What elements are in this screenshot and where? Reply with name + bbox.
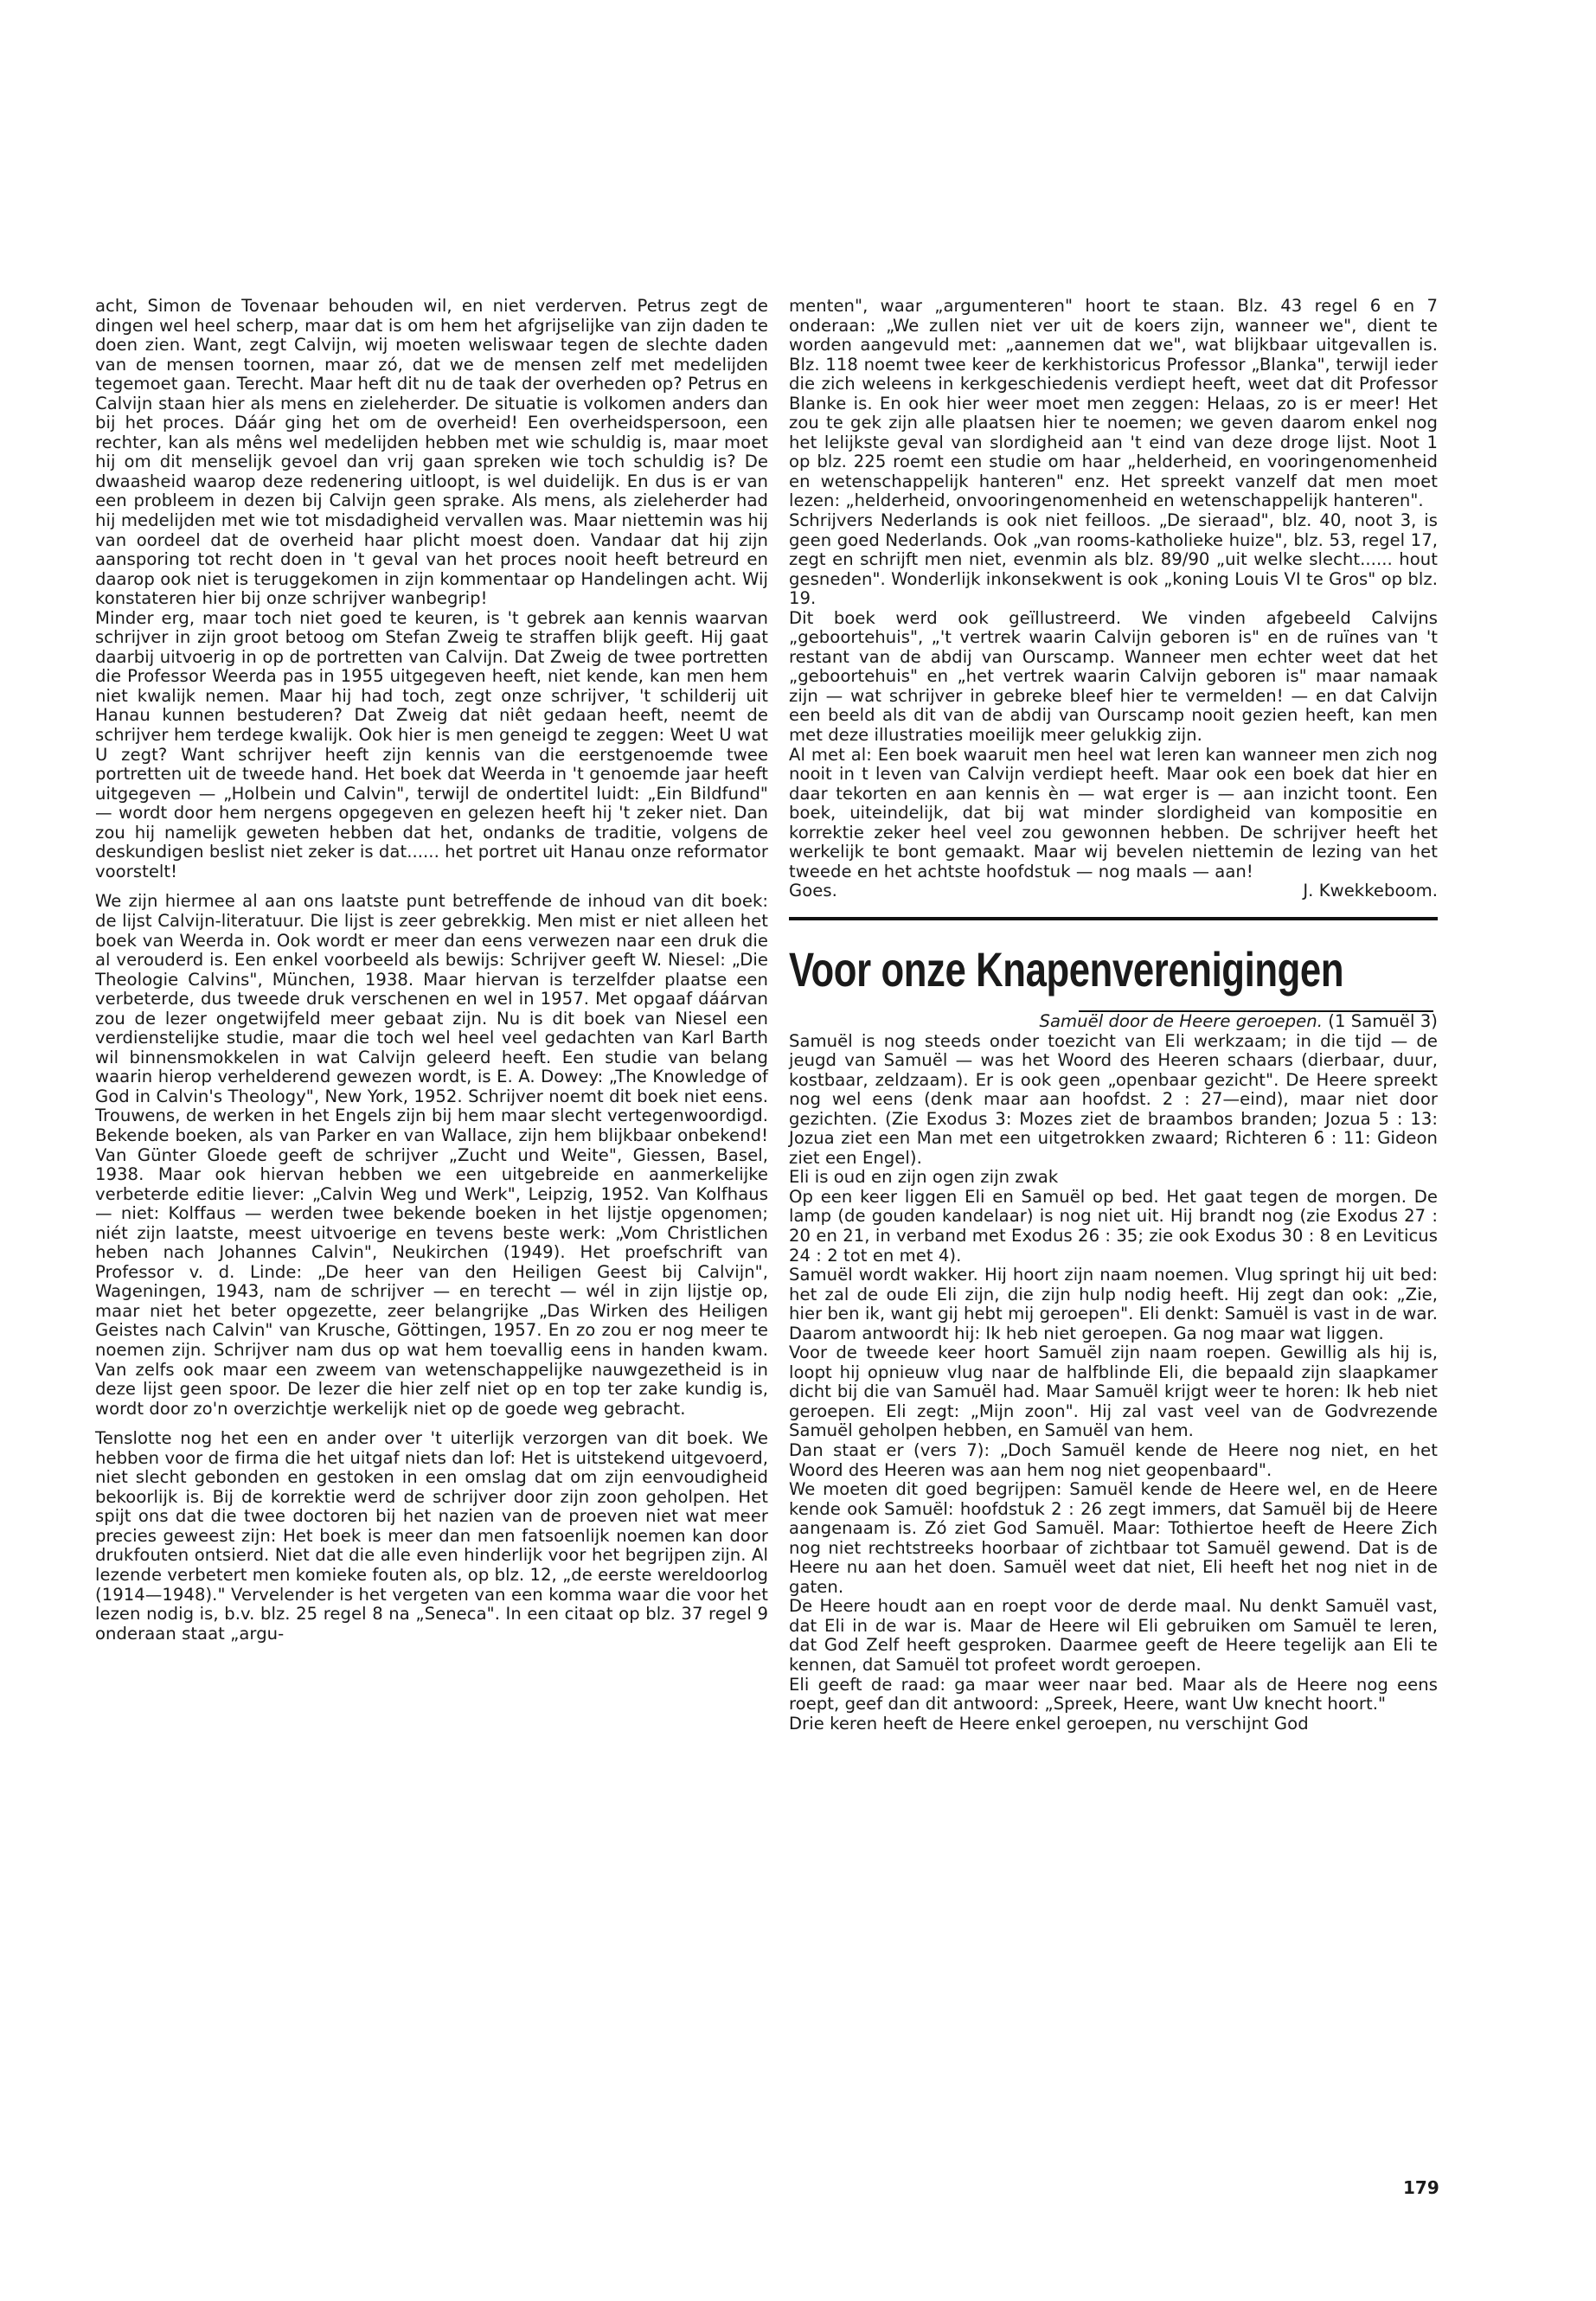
signature-place: Goes.	[789, 881, 837, 901]
paragraph: Dan staat er (vers 7): „Doch Samuël kende de Heere nog niet, en het Woord des Heeren was aan hem nog niet geopenbaard".	[789, 1439, 1438, 1480]
paragraph: acht, Simon de Tovenaar behouden wil, en niet verderven. Petrus zegt de dingen wel heel scherp, maar dat is om hem het afgrijselijke van zijn daden te doen zien. Want, zegt Calvijn, wij moeten weliswaar tegen de slechte daden van de mensen toornen, maar zó, dat we de mensen zelf met medelijden tegemoet gaan. Terecht. Maar heft dit nu de taak der overheden op? Petrus en Calvijn staan hier als mens en zieleherder. De situatie is volkomen anders dan bij het proces. Dáár ging het om de overheid! Een overheidspersoon, een rechter, kan als mêns wel medelijden hebben met wie schuldig is, maar moet hij om dit menselijk gevoel dan vrij gaan spreken wie toch schuldig is? De dwaasheid waarop deze redenering uitloopt, is wel duidelijk. En dus is er van een probleem in dezen bij Calvijn geen sprake. Als mens, als zieleherder had hij medelijden met wie tot misdadigheid vervallen was. Maar niettemin was hij van oordeel dat de overheid haar plicht moest doen. Vandaar dat hij zijn aansporing tot recht doen in 't geval van het proces nooit heeft betreurd en daarop ook niet is teruggekomen in zijn kommentaar op Handelingen acht. Wij konstateren hier bij onze schrijver wanbegrip!	[95, 296, 768, 609]
paragraph: We moeten dit goed begrijpen: Samuël kende de Heere wel, en de Heere kende ook Samuël: hoofdstuk 2 : 26 zegt immers, dat Samuël bij de Heere aangenaam is. Zó ziet God Samuël. Maar: Tothiertoe heeft de Heere Zich nog niet rechtstreeks hoorbaar of zichtbaar tot Samuël gewend. Dat is de Heere nu aan het doen. Samuël weet dat niet, Eli heeft het nog niet in de gaten.	[789, 1479, 1438, 1597]
paragraph: Voor de tweede keer hoort Samuël zijn naam roepen. Gewillig als hij is, loopt hij opnieuw vlug naar de halfblinde Eli, die bepaald zijn slaapkamer dicht bij die van Samuël had. Maar Samuël krijgt weer te horen: Ik heb niet geroepen. Eli zegt: „Mijn zoon". Hij zal vast veel van de Godvrezende Samuël geholpen hebben, en Samuël van hem.	[789, 1343, 1438, 1441]
paragraph: Drie keren heeft de Heere enkel geroepen, nu verschijnt God	[789, 1713, 1309, 1734]
section-heading: Voor onze Knapenverenigingen	[789, 941, 1344, 997]
signature-author: J. Kwekkeboom.	[1303, 881, 1438, 901]
signature	[789, 881, 1438, 901]
paragraph: Eli geeft de raad: ga maar weer naar bed. Maar als de Heere nog eens roept, geef dan dit antwoord: „Spreek, Heere, want Uw knecht hoort."	[789, 1674, 1438, 1715]
paragraph: We zijn hiermee al aan ons laatste punt betreffende de inhoud van dit boek: de lijst Calvijn-literatuur. Die lijst is zeer gebrekkig. Men mist er niet alleen het boek van Weerda in. Ook wordt er meer dan eens verwezen naar een druk die al verouderd is. Een enkel voorbeeld als bewijs: Schrijver geeft W. Niesel: „Die Theologie Calvins", München, 1938. Maar hiervan is terzelfder plaatse een verbeterde, dus tweede druk verschenen en wel in 1957. Met opgaaf dáárvan zou de lezer ongetwijfeld meer gebaat zijn. Nu is dit boek van Niesel een verdienstelijke studie, maar die toch wel heel veel gedachten van Karl Barth wil binnensmokkelen in wat Calvijn geleerd heeft. Een studie van belang waarin hierop verhelderend gewezen wordt, is E. A. Dowey: „The Knowledge of God in Calvin's Theology", New York, 1952. Schrijver noemt dit boek niet eens. Trouwens, de werken in het Engels zijn bij hem maar slecht vertegenwoordigd. Bekende boeken, als van Parker en van Wallace, zijn hem blijkbaar onbekend! Van Günter Gloede geeft de schrijver „Zucht und Weite", Giessen, Basel, 1938. Maar ook hiervan hebben we een uitgebreide en aanmerkelijke verbeterde editie liever: „Calvin Weg und Werk", Leipzig, 1952. Van Kolfhaus — niet: Kolffaus — werden twee bekende boeken in het lijstje opgenomen; niét zijn laatste, meest uitvoerige en tevens beste werk: „Vom Christlichen heben nach Johannes Calvin", Neukirchen (1949). Het proefschrift van Professor v. d. Linde: „De heer van den Heiligen Geest bij Calvijn", Wageningen, 1943, nam de schrijver — en terecht — wél in zijn lijstje op, maar niet het beter opgezette, zeer belangrijke „Das Wirken des Heiligen Geistes nach Calvin" van Krusche, Göttingen, 1957. En zo zou er nog meer te noemen zijn. Schrijver nam dus op wat hem toevallig eens in handen kwam. Van zelfs ook maar een zweem van wetenschappelijke nauwgezetheid is in deze lijst geen spoor. De lezer die hier zelf niet op en top ter zake kundig is, wordt door zo'n overzichtje werkelijk niet op de goede weg gebracht.	[95, 891, 768, 1419]
paragraph: De Heere houdt aan en roept voor de derde maal. Nu denkt Samuël vast, dat Eli in de war is. Maar de Heere wil Eli gebruiken om Samuël te leren, dat God Zelf heeft gesproken. Daarmee geeft de Heere tegelijk aan Eli te kennen, dat Samuël tot profeet wordt geroepen.	[789, 1596, 1438, 1675]
paragraph: Minder erg, maar toch niet goed te keuren, is 't gebrek aan kennis waarvan schrijver in zijn groot betoog om Stefan Zweig te straffen blijk geeft. Hij gaat daarbij uitvoerig in op de portretten van Calvijn. Dat Zweig de twee portretten die Professor Weerda pas in 1955 uitgegeven heeft, niet kende, kan men hem niet kwalijk nemen. Maar hij had toch, zegt onze schrijver, 't schilderij uit Hanau kunnen bestuderen? Dat Zweig dat niêt gedaan heeft, neemt de schrijver hem terdege kwalijk. Ook hier is men geneigd te zeggen: Weet U wat U zegt? Want schrijver heeft zijn kennis van die eerstgenoemde twee portretten uit de tweede hand. Het boek dat Weerda in 't genoemde jaar heeft uitgegeven — „Holbein und Calvin", terwijl de ondertitel luidt: „Ein Bildfund" — wordt door hem nergens opgegeven en gelezen heeft hij 't zeker niet. Dan zou hij namelijk geweten hebben dat het, ondanks de traditie, volgens de deskundigen beslist niet zeker is dat...... het portret uit Hanau onze reformator voorstelt!	[95, 607, 768, 881]
subtitle-text: Samuël door de Heere geroepen.	[1039, 1010, 1323, 1031]
right-column	[789, 297, 1438, 1734]
paragraph: Tenslotte nog het een en ander over 't uiterlijk verzorgen van dit boek. We hebben voor de firma die het uitgaf niets dan lof: Het is uitstekend uitgevoerd, niet slecht gebonden en gestoken in een omslag dat om zijn eenvoudigheid bekoorlijk is. Bij de korrektie werd de schrijver door zijn zoon geholpen. Het spijt ons dat die twee doctoren bij het nazien van de proeven niet wat meer precies geweest zijn: Het boek is meer dan men fatsoenlijk noemen kan door drukfouten ontsierd. Niet dat die alle even hinderlijk voor het begrijpen zijn. Al lezende verbetert men komieke fouten als, op blz. 12, „de eerste wereldoorlog (1914—1948)." Vervelender is het vergeten van een komma waar die voor het lezen nodig is, b.v. blz. 25 regel 8 na „Seneca". In een citaat op blz. 37 regel 9 onderaan staat „argu-	[95, 1428, 768, 1644]
section-divider	[789, 917, 1438, 920]
paragraph: Samuël wordt wakker. Hij hoort zijn naam noemen. Vlug springt hij uit bed: het zal de oude Eli zijn, die zijn hulp nodig heeft. Hij zegt dan ook: „Zie, hier ben ik, want gij hebt mij geroepen". Eli denkt: Samuël is vast in de war. Daarom antwoordt hij: Ik heb niet geroepen. Ga nog maar wat liggen.	[789, 1265, 1438, 1343]
paragraph: menten", waar „argumenteren" hoort te staan. Blz. 43 regel 6 en 7 onderaan: „We zullen niet ver uit de koers zijn, wanneer we", dient te worden aangevuld met: „aannemen dat we", wat blijkbaar uitgevallen is. Blz. 118 noemt twee keer de kerkhistoricus Professor „Blanka", terwijl ieder die zich weleens in kerkgeschiedenis verdiept heeft, weet dat dit Professor Blanke is. En ook hier weer moet men zeggen: Helaas, zo is er meer! Het zou te gek zijn alle plaatsen hier te noemen; we geven daarom enkel nog het lelijkste geval van slordigheid aan 't eind van deze droge lijst. Noot 1 op blz. 225 roemt een studie om haar „helderheid, en vooringenomenheid en wetenschappelijk hanteren" enz. Het spreekt vanzelf dat men moet lezen: „helderheid, onvooringenomenheid en wetenschappelijk hanteren".	[789, 296, 1438, 511]
paragraph: Eli is oud en zijn ogen zijn zwak	[789, 1167, 1059, 1188]
page-number: 179	[1403, 2177, 1439, 2198]
paragraph: Schrijvers Nederlands is ook niet feilloos. „De sieraad", blz. 40, noot 3, is geen goed Nederlands. Ook „van rooms-katholieke huize", blz. 53, regel 17, zegt en schrijft men niet, evenmin als blz. 89/90 „uit welke slecht...... hout gesneden". Wonderlijk inkonsekwent is ook „koning Louis VI te Gros" op blz. 19.	[789, 510, 1439, 609]
subtitle-reference: (1 Samuël 3)	[1328, 1010, 1438, 1031]
paragraph: Samuël is nog steeds onder toezicht van Eli werkzaam; in die tijd — de jeugd van Samuël — was het Woord des Heeren schaars (dierbaar, duur, kostbaar, zeldzaam). Er is ook geen „openbaar gezicht". De Heere spreekt nog wel eens (denk maar aan hoofdst. 2 : 27—eind), maar niet door gezichten. (Zie Exodus 3: Mozes ziet de braambos branden; Jozua 5 : 13: Jozua ziet een Man met een uitgetrokken zwaard; Richteren 6 : 11: Gideon ziet een Engel).	[789, 1030, 1438, 1168]
paragraph: Dit boek werd ook geïllustreerd. We vinden afgebeeld Calvijns „geboortehuis", „'t vertrek waarin Calvijn geboren is" en de ruïnes van 't restant van de abdij van Ourscamp. Wanneer men echter weet dat het „geboortehuis" en „het vertrek waarin Calvijn geboren is" maar namaak zijn — wat schrijver in gebreke bleef hier te vermelden! — en dat Calvijn een beeld als dit van de abdij van Ourscamp nooit gezien heeft, kan men met deze illustraties moeilijk meer gelukkig zijn.	[789, 607, 1438, 746]
left-column	[95, 297, 768, 1644]
paragraph: Op een keer liggen Eli en Samuël op bed. Het gaat tegen de morgen. De lamp (de gouden kandelaar) is nog niet uit. Hij brandt nog (zie Exodus 27 : 20 en 21, in verband met Exodus 26 : 35; zie ook Exodus 30 : 8 en Leviticus 24 : 2 tot en met 4).	[789, 1186, 1438, 1266]
section-subtitle	[789, 1012, 1438, 1032]
paragraph: Al met al: Een boek waaruit men heel wat leren kan wanneer men zich nog nooit in t leven van Calvijn verdiept heeft. Maar ook een boek dat hier en daar tekorten en aan kennis èn — wat erger is — aan inzicht toont. Een boek, uiteindelijk, dat bij wat minder slordigheid van kompositie en korrektie zeker heel veel zou gewonnen hebben. De schrijver heeft het werkelijk te bont gemaakt. Maar wij bevelen niettemin de lezing van het tweede en het achtste hoofdstuk — nog maals — aan!	[789, 744, 1438, 881]
